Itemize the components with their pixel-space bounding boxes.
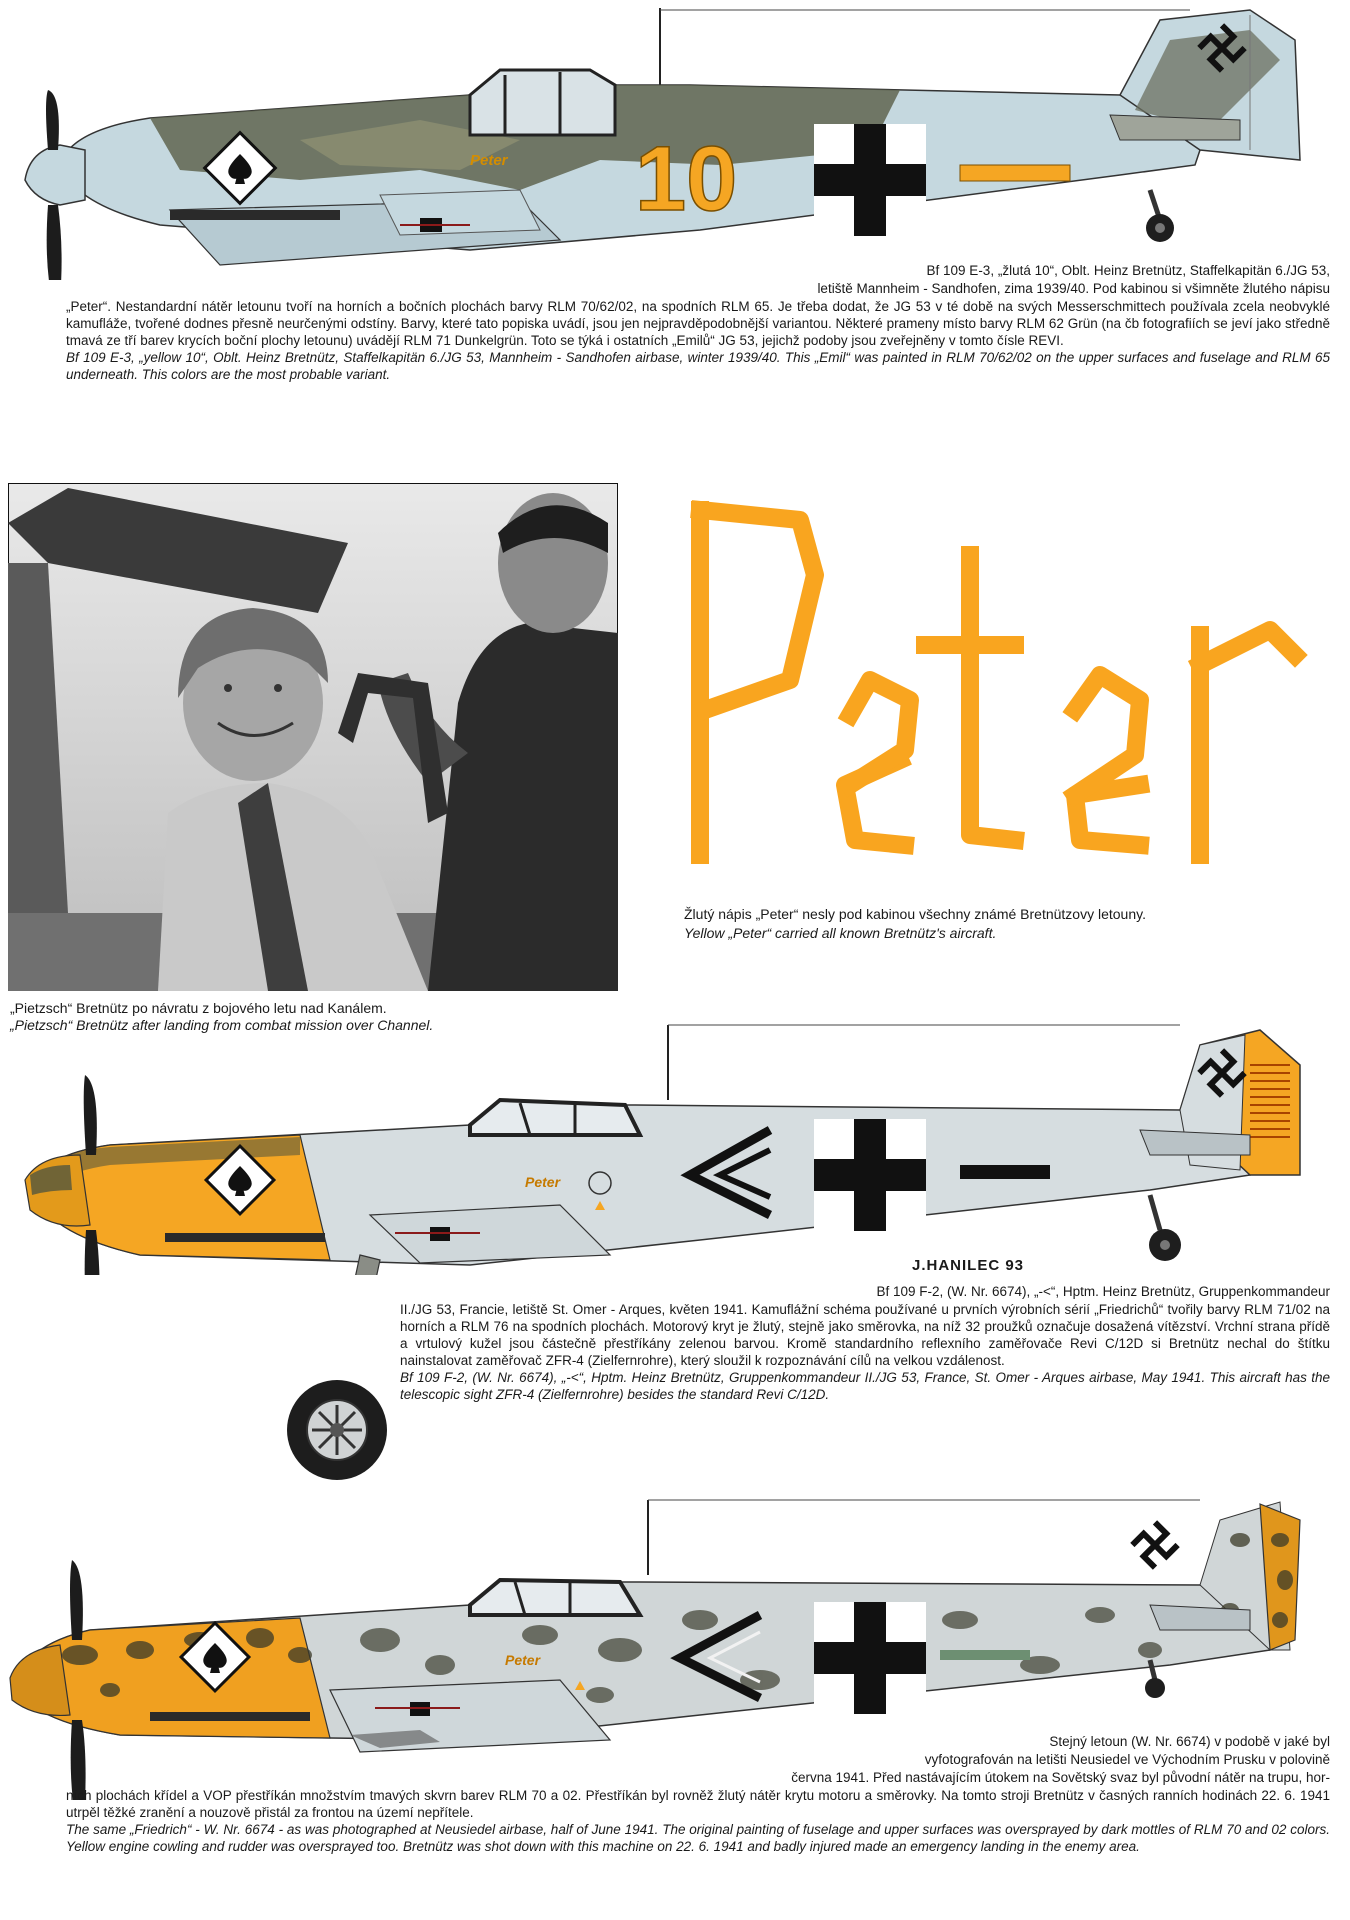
caption-p1-line2 [420, 280, 1330, 297]
caption-p3-body [66, 1787, 1330, 1855]
caption-p2-body [400, 1301, 1330, 1403]
peter-tag-e3: Peter [470, 152, 508, 169]
lettering-caption-cz: Žlutý nápis „Peter“ nesly pod kabinou všechny známé Bretnützovy letouny. [684, 906, 1146, 922]
caption-p2-cz: II./JG 53, Francie, letiště St. Omer - Arques, květen 1941. Kamuflážní schéma používané u prvních výrobních sérií „Friedrichů“ tvořily barvy RLM 71/02 na horních a RLM 76 na spodních plochách. Motorový kryt je žlutý, stejně jako směrovka, na níž 32 proužků označuje dosažená vítězství. Vrchní strana přídě a vrtulový kužel jsou částečně přestříkány zelenou barvou. Kromě standardního reflexního zaměřovače Revi C/12D si Bretnütz nechal do štítku nainstalovat zaměřovač ZFR-4 (Zielfernrohre), který sloužil k rozpoznávání cílů na velkou vzdálenost. [400, 1302, 1330, 1368]
caption-p3-lead2-text: vyfotografován na letišti Neusiedel ve Východním Prusku v polovině [924, 1752, 1330, 1767]
caption-p3-lead1 [800, 1733, 1330, 1750]
lettering-caption [684, 905, 1334, 943]
caption-p2-lead [630, 1283, 1330, 1300]
lettering-caption-en: Yellow „Peter“ carried all known Bretnütz's aircraft. [684, 925, 997, 941]
caption-p3-lead3 [400, 1769, 1330, 1786]
main-wheel [282, 1375, 392, 1485]
caption-p1-lead [530, 262, 1330, 279]
caption-p1-body [66, 298, 1330, 383]
code-10: 10 [635, 128, 738, 230]
caption-p3-lead2 [600, 1751, 1330, 1768]
caption-p3-lead3-text: června 1941. Před nastávajícím útokem na Sovětský svaz byl původní nátěr na trupu, hor- [791, 1770, 1330, 1785]
caption-p2-lead-text: Bf 109 F-2, (W. Nr. 6674), „-<“, Hptm. Heinz Bretnütz, Gruppenkommandeur [876, 1284, 1330, 1299]
caption-p1-en: Bf 109 E-3, „yellow 10“, Oblt. Heinz Bretnütz, Staffelkapitän 6./JG 53, Mannheim - Sandhofen airbase, winter 1939/40. This „Emil“ was painted in RLM 70/62/02 on the upper surfaces and fuselage and RLM 65 underneath. This colors are the most probable variant. [66, 350, 1330, 382]
caption-p3-en: The same „Friedrich“ - W. Nr. 6674 - as was photographed at Neusiedel airbase, half of June 1941. The original painting of fuselage and upper surfaces was oversprayed by dark mottles of RLM 70 and 02 colors. Yellow engine cowling and rudder was oversprayed too. Bretnütz was shot down with this machine on 22. 6. 1941 and badly injured made an emergency landing in the enemy area. [66, 1822, 1330, 1854]
pilot-photo [8, 483, 618, 991]
caption-p3-cz: ních plochách křídel a VOP přestříkán množstvím tmavých skvrn barev RLM 70 a 02. Přestříkán byl rovněž žlutý nátěr krytu motoru a směrovky. Na tomto stroji Bretnütz v časných ranních hodinách 22. 6. 1941 utrpěl těžké zranění a nouzově přistál za frontou na území nepřítele. [66, 1788, 1330, 1820]
photo-caption-cz: „Pietzsch“ Bretnütz po návratu z bojového letu nad Kanálem. [10, 1000, 387, 1016]
caption-p3-lead1-text: Stejný letoun (W. Nr. 6674) v podobě v jaké byl [1049, 1734, 1330, 1749]
peter-lettering [670, 495, 1310, 875]
photo-caption-en: „Pietzsch“ Bretnütz after landing from combat mission over Channel. [10, 1017, 434, 1033]
profile-bf109e3 [0, 0, 1350, 280]
caption-p1-cz: „Peter“. Nestandardní nátěr letounu tvoří na horních a bočních plochách barvy RLM 70/62/02, na spodních RLM 65. Je třeba dodat, že JG 53 v té době na svých Messerschmittech používala zcela neobvyklé kamufláže, tvořené dodnes přesně neurčenými odstíny. Barvy, které tato popiska uvádí, jsou jen nejpravděpodobnější variantou. Některé prameny místo barvy RLM 62 Grün (na čb fotografiích se jeví jako středně tmavá ze tří barev krycích boční plochy letounu) uvádějí RLM 71 Dunkelgrün. Toto se týká i ostatních „Emilů“ JG 53, jejichž podoby jsou zveřejněny v tomto čísle REVI. [66, 299, 1330, 348]
caption-p1-lead-line1: Bf 109 E-3, „žlutá 10“, Oblt. Heinz Bretnütz, Staffelkapitän 6./JG 53, [926, 263, 1330, 278]
caption-p2-en: Bf 109 F-2, (W. Nr. 6674), „-<“, Hptm. Heinz Bretnütz, Gruppenkommandeur II./JG 53, France, St. Omer - Arques airbase, May 1941. This aircraft has the telescopic sight ZFR-4 (Zielfernrohre) besides the standard Revi C/12D. [400, 1370, 1330, 1402]
profile-bf109f2 [0, 1005, 1350, 1275]
artist-signature: J.HANILEC 93 [912, 1257, 1025, 1274]
peter-tag-f2: Peter [525, 1174, 561, 1190]
caption-p1-lead-line2: letiště Mannheim - Sandhofen, zima 1939/40. Pod kabinou si všimněte žlutého nápisu [817, 281, 1330, 296]
peter-tag-f2-mottled: Peter [505, 1652, 541, 1668]
